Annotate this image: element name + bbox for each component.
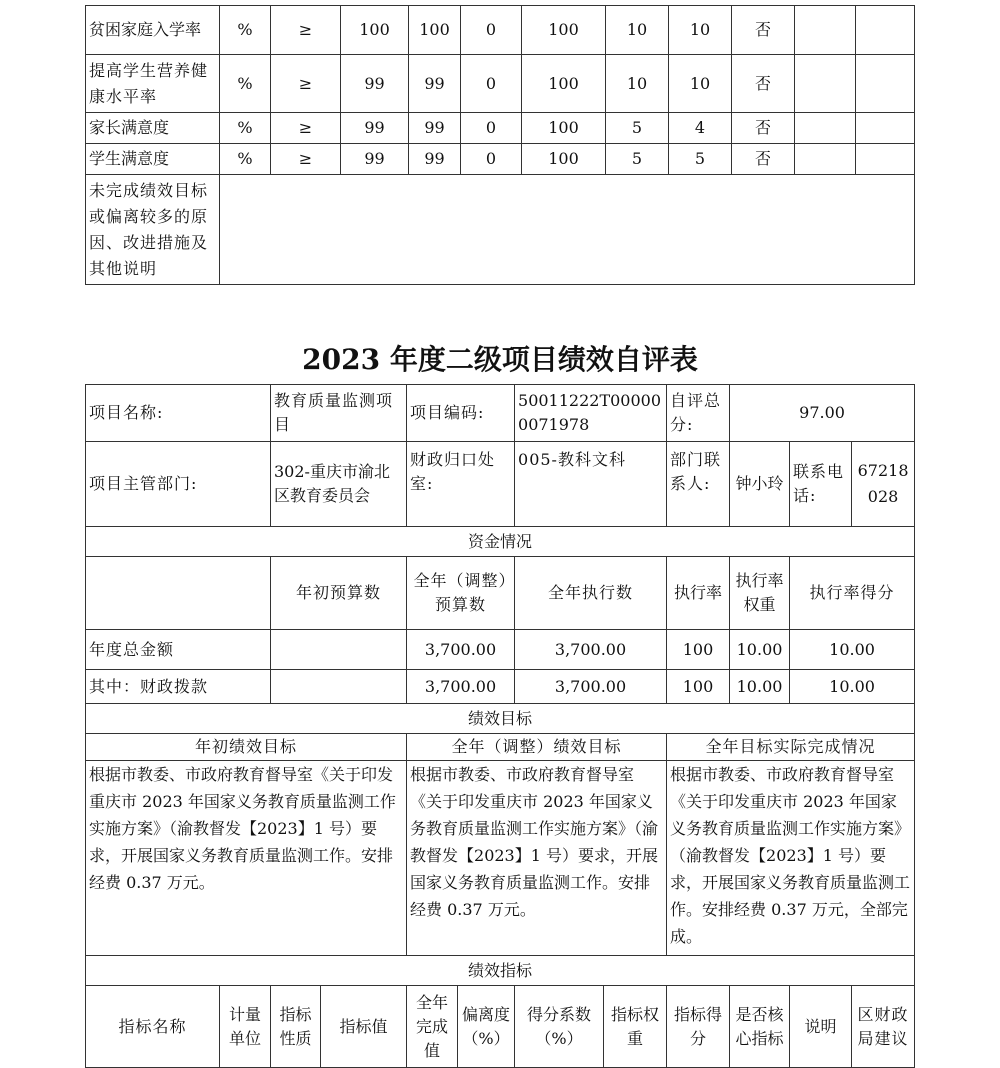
funds-header-blank (86, 557, 271, 630)
table-row (86, 630, 915, 670)
indicator-note (795, 6, 856, 55)
indicator-weight: 10 (606, 6, 669, 55)
indicator-weight: 5 (606, 113, 669, 144)
ind-header-nature: 指标性质 (271, 986, 321, 1068)
funds-row-score: 10.00 (790, 670, 915, 704)
funds-row-weight: 10.00 (730, 630, 790, 670)
funds-row-executed: 3,700.00 (515, 670, 667, 704)
ind-header-value: 指标值 (321, 986, 407, 1068)
funds-row-rate: 100 (667, 630, 730, 670)
unfinished-label: 未完成绩效目标或偏离较多的原因、改进措施及其他说明 (86, 175, 220, 285)
indicator-deviation: 0 (461, 113, 522, 144)
indicator-deviation: 0 (461, 6, 522, 55)
self-score-value: 97.00 (730, 385, 915, 442)
indicator-suggest (856, 113, 915, 144)
indicator-suggest (856, 6, 915, 55)
indicator-actual: 100 (409, 6, 461, 55)
table-row (86, 557, 915, 630)
indicator-unit: % (220, 55, 271, 113)
funds-header-executed: 全年执行数 (515, 557, 667, 630)
indicator-note (795, 55, 856, 113)
indicator-note (795, 113, 856, 144)
indicator-coef: 100 (522, 55, 606, 113)
ind-header-note: 说明 (790, 986, 852, 1068)
indicator-actual: 99 (409, 113, 461, 144)
funds-row-label: 年度总金额 (86, 630, 271, 670)
indicator-name: 提高学生营养健康水平率 (86, 55, 220, 113)
unfinished-content (220, 175, 915, 285)
indicator-operator: ≥ (271, 144, 341, 175)
table-row (86, 6, 915, 55)
ind-header-unit: 计量单位 (220, 986, 271, 1068)
self-evaluation-table (85, 384, 915, 1068)
goals-section-label: 绩效目标 (86, 704, 915, 734)
contact-value: 钟小玲 (730, 442, 790, 527)
funds-section-label: 资金情况 (86, 527, 915, 557)
goals-col2-text: 根据市教委、市政府教育督导室《关于印发重庆市 2023 年国家义务教育质量监测工作实施方案》（渝教督发【2023】1 号）要求，开展国家义务教育质量监测工作。安排经费 0.37 万元。 (407, 761, 667, 956)
indicator-weight: 5 (606, 144, 669, 175)
table-row (86, 144, 915, 175)
indicator-coef: 100 (522, 113, 606, 144)
phone-value: 67218028 (852, 442, 915, 527)
self-score-label: 自评总分: (667, 385, 730, 442)
indicator-target: 99 (341, 113, 409, 144)
ind-header-score: 指标得分 (667, 986, 730, 1068)
goals-col3-text: 根据市教委、市政府教育督导室《关于印发重庆市 2023 年国家义务教育质量监测工作实施方案》（渝教督发【2023】1 号）要求，开展国家义务教育质量监测工作。安排经费 0.37 万元，全部完成。 (667, 761, 915, 956)
table-row (86, 761, 915, 956)
project-name-label: 项目名称: (86, 385, 271, 442)
indicator-unit: % (220, 113, 271, 144)
goals-col1-text: 根据市教委、市政府教育督导室《关于印发重庆市 2023 年国家义务教育质量监测工作实施方案》（渝教督发【2023】1 号）要求，开展国家义务教育质量监测工作。安排经费 0.37 万元。 (86, 761, 407, 956)
table-row (86, 55, 915, 113)
finance-office-value: 005-教科文科 (515, 442, 667, 527)
funds-row-initial (271, 630, 407, 670)
funds-row-label: 其中：财政拨款 (86, 670, 271, 704)
indicator-target: 99 (341, 144, 409, 175)
indicator-deviation: 0 (461, 55, 522, 113)
indicator-core: 否 (732, 55, 795, 113)
phone-label: 联系电话: (790, 442, 852, 527)
finance-office-label: 财政归口处室: (407, 442, 515, 527)
indicator-coef: 100 (522, 6, 606, 55)
indicator-note (795, 144, 856, 175)
indicator-target: 100 (341, 6, 409, 55)
indicator-actual: 99 (409, 144, 461, 175)
indicator-name: 家长满意度 (86, 113, 220, 144)
funds-row-weight: 10.00 (730, 670, 790, 704)
table-row (86, 175, 915, 285)
indicators-section-label: 绩效指标 (86, 956, 915, 986)
project-name-value: 教育质量监测项目 (271, 385, 407, 442)
table-row (86, 527, 915, 557)
table-row (86, 113, 915, 144)
project-code-label: 项目编码: (407, 385, 515, 442)
table-row (86, 704, 915, 734)
dept-value: 302-重庆市渝北区教育委员会 (271, 442, 407, 527)
funds-header-rate: 执行率 (667, 557, 730, 630)
indicator-name: 学生满意度 (86, 144, 220, 175)
funds-row-initial (271, 670, 407, 704)
ind-header-deviation: 偏离度（%） (458, 986, 515, 1068)
funds-row-adjusted: 3,700.00 (407, 630, 515, 670)
table-row (86, 734, 915, 761)
indicator-core: 否 (732, 144, 795, 175)
ind-header-name: 指标名称 (86, 986, 220, 1068)
ind-header-completed: 全年完成值 (407, 986, 458, 1068)
table-row (86, 385, 915, 442)
table-row (86, 442, 915, 527)
funds-header-adjusted: 全年（调整）预算数 (407, 557, 515, 630)
ind-header-suggest: 区财政局建议 (852, 986, 915, 1068)
funds-header-initial: 年初预算数 (271, 557, 407, 630)
indicator-operator: ≥ (271, 113, 341, 144)
funds-row-score: 10.00 (790, 630, 915, 670)
table-row (86, 986, 915, 1068)
table-row (86, 956, 915, 986)
funds-row-rate: 100 (667, 670, 730, 704)
indicator-deviation: 0 (461, 144, 522, 175)
project-code-value: 50011222T000000071978 (515, 385, 667, 442)
indicator-target: 99 (341, 55, 409, 113)
indicator-score: 10 (669, 55, 732, 113)
ind-header-weight: 指标权重 (604, 986, 667, 1068)
indicator-name: 贫困家庭入学率 (86, 6, 220, 55)
contact-label: 部门联系人: (667, 442, 730, 527)
funds-header-rate-weight: 执行率权重 (730, 557, 790, 630)
indicator-suggest (856, 55, 915, 113)
goals-col1-label: 年初绩效目标 (86, 734, 407, 761)
indicator-operator: ≥ (271, 6, 341, 55)
ind-header-coef: 得分系数（%） (515, 986, 604, 1068)
indicator-unit: % (220, 6, 271, 55)
goals-col2-label: 全年（调整）绩效目标 (407, 734, 667, 761)
indicator-continuation-table (85, 5, 915, 285)
indicator-unit: % (220, 144, 271, 175)
indicator-score: 4 (669, 113, 732, 144)
funds-row-adjusted: 3,700.00 (407, 670, 515, 704)
funds-row-executed: 3,700.00 (515, 630, 667, 670)
indicator-score: 5 (669, 144, 732, 175)
indicator-operator: ≥ (271, 55, 341, 113)
indicator-core: 否 (732, 6, 795, 55)
indicator-suggest (856, 144, 915, 175)
indicator-actual: 99 (409, 55, 461, 113)
ind-header-core: 是否核心指标 (730, 986, 790, 1068)
table-row (86, 670, 915, 704)
indicator-core: 否 (732, 113, 795, 144)
page-title: 2023 年度二级项目绩效自评表 (302, 343, 698, 376)
indicator-score: 10 (669, 6, 732, 55)
indicator-weight: 10 (606, 55, 669, 113)
indicator-coef: 100 (522, 144, 606, 175)
dept-label: 项目主管部门: (86, 442, 271, 527)
goals-col3-label: 全年目标实际完成情况 (667, 734, 915, 761)
funds-header-rate-score: 执行率得分 (790, 557, 915, 630)
